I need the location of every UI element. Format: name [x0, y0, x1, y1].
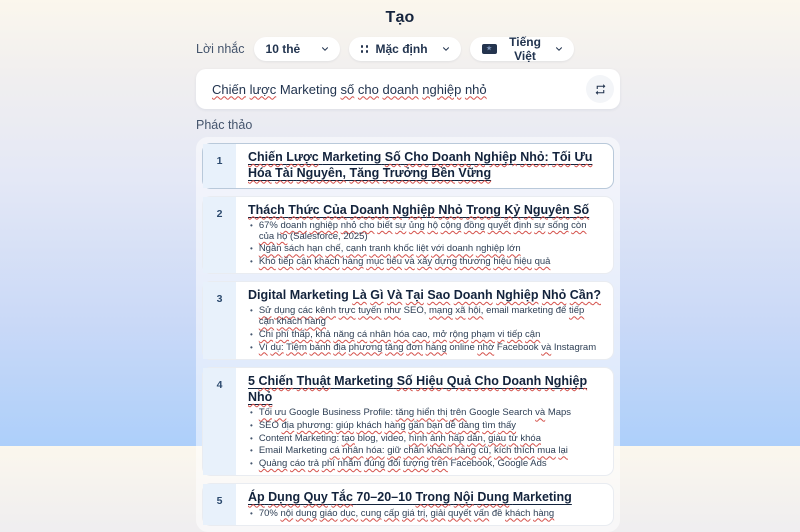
style-dropdown[interactable] — [349, 37, 461, 61]
bullet-dot-icon: • — [250, 446, 253, 456]
prompt-controls — [196, 37, 620, 61]
item-bullets — [248, 407, 601, 469]
bullet-item[interactable] — [248, 445, 601, 456]
item-title[interactable]: Digital Marketing Là Gì Và Tại Sao Doanh Nghiệp Nhỏ Cần? — [248, 288, 601, 303]
language-dropdown[interactable] — [470, 37, 574, 61]
bullet-dot-icon: • — [250, 220, 253, 230]
outline-item[interactable] — [202, 367, 614, 476]
bullet-item[interactable] — [248, 305, 601, 327]
item-body — [236, 282, 613, 359]
bullet-text: 70% nội dung giáo dục, cung cấp giá trị, giải quyết vấn đề khách hàng — [258, 507, 555, 519]
bullet-text: Ví dụ: Tiệm bánh địa phương tăng đơn hàng online nhờ Facebook và Instagram — [258, 341, 597, 353]
bullet-text: Quảng cáo trả phí nhắm đúng đối tượng trên Facebook, Google Ads — [258, 458, 547, 470]
bullet-dot-icon: • — [250, 508, 253, 518]
bullet-dot-icon: • — [250, 329, 253, 339]
item-body — [236, 197, 613, 274]
bullet-text: Khó tiếp cận khách hàng mục tiêu và xây dựng thương hiệu hiệu quả — [258, 255, 551, 267]
item-body — [236, 368, 613, 475]
regenerate-button[interactable] — [586, 75, 614, 103]
bullet-dot-icon: • — [250, 421, 253, 430]
bullet-item[interactable] — [248, 458, 601, 469]
prompt-label: Lời nhắc — [196, 42, 245, 56]
bullet-dot-icon: • — [250, 306, 253, 316]
page-title: Tạo — [385, 9, 415, 26]
bullet-item[interactable] — [248, 433, 601, 444]
bullet-item[interactable] — [248, 256, 601, 267]
item-title[interactable]: 5 Chiến Thuật Marketing Số Hiệu Quả Cho Doanh Nghiệp Nhỏ — [248, 373, 588, 405]
bullet-text: Ngân sách hạn chế, cạnh tranh khốc liệt với doanh nghiệp lớn — [258, 243, 521, 255]
bullet-item[interactable] — [248, 407, 601, 418]
item-bullets — [248, 220, 601, 267]
bullet-dot-icon: • — [250, 256, 253, 266]
card-count-dropdown[interactable] — [254, 37, 340, 61]
bullet-dot-icon: • — [250, 342, 253, 352]
bullet-item[interactable] — [248, 329, 601, 340]
create-form — [196, 37, 620, 532]
bullet-item[interactable] — [248, 342, 601, 353]
bullet-item[interactable] — [248, 243, 601, 254]
outline-label: Phác thảo — [196, 118, 253, 132]
bullet-text: Chi phí thấp, khả năng cá nhân hóa cao, mở rộng phạm vi tiếp cận — [258, 328, 541, 340]
chevron-down-icon — [554, 44, 564, 54]
bullet-dot-icon: • — [250, 244, 253, 254]
card-count-value: 10 thẻ — [265, 42, 301, 56]
language-value: Tiếng Việt — [509, 35, 541, 63]
item-body — [236, 144, 613, 188]
bullet-dot-icon: • — [250, 408, 253, 418]
bullet-dot-icon: • — [250, 433, 253, 443]
item-bullets — [248, 305, 601, 352]
outline-item[interactable] — [202, 143, 614, 189]
bullet-text: Tối ưu Google Business Profile: tăng hiển thị trên Google Search và Maps — [258, 407, 572, 419]
grid-dots-icon — [361, 45, 369, 53]
outline-item[interactable] — [202, 281, 614, 360]
chevron-down-icon — [320, 44, 330, 54]
item-title[interactable]: Thách Thức Của Doanh Nghiệp Nhỏ Trong Kỷ Nguyên Số — [248, 202, 590, 217]
item-body — [236, 484, 613, 524]
item-number: 5 — [203, 484, 236, 524]
chevron-down-icon — [441, 44, 451, 54]
vietnam-flag-icon: ★ — [482, 44, 497, 54]
outline-panel — [196, 137, 620, 532]
swap-arrows-icon — [594, 83, 607, 96]
item-title[interactable]: Áp Dụng Quy Tắc 70–20–10 Trong Nội Dung Marketing — [248, 490, 572, 505]
item-number: 3 — [203, 282, 236, 359]
prompt-input[interactable] — [196, 69, 620, 109]
bullet-item[interactable] — [248, 508, 601, 519]
item-number: 2 — [203, 197, 236, 274]
item-number: 1 — [203, 144, 236, 188]
item-title[interactable]: Chiến Lược Marketing Số Cho Doanh Nghiệp Nhỏ: Tối Ưu Hóa Tài Nguyên, Tăng Trưởng Bền Vững — [248, 150, 593, 181]
bullet-text: Sử dụng các kênh trực tuyến như SEO, mạng xã hội, email marketing để tiếp cận khách hàng — [258, 305, 585, 328]
outline-item[interactable] — [202, 483, 614, 525]
prompt-text[interactable]: Chiến lược Marketing số cho doanh nghiệp nhỏ — [212, 81, 487, 97]
outline-item[interactable] — [202, 196, 614, 275]
bullet-item[interactable] — [248, 420, 601, 431]
bullet-text: Email Marketing cá nhân hóa: giữ chân khách hàng cũ, kích thích mua lại — [258, 445, 568, 457]
item-number: 4 — [203, 368, 236, 475]
style-value: Mặc định — [375, 42, 428, 56]
item-bullets — [248, 508, 601, 519]
bullet-text: 67% doanh nghiệp nhỏ cho biết sự ủng hộ cộng đồng quyết định sự sống còn của họ (Salesforce, 2025) — [258, 219, 587, 242]
bullet-item[interactable] — [248, 220, 601, 242]
bullet-dot-icon: • — [250, 459, 253, 469]
bullet-text: Content Marketing: tạo blog, video, hình ảnh hấp dẫn, giàu từ khóa — [258, 432, 541, 444]
bullet-text: SEO địa phương: giúp khách hàng gần bạn dễ dàng tìm thấy — [258, 420, 517, 431]
